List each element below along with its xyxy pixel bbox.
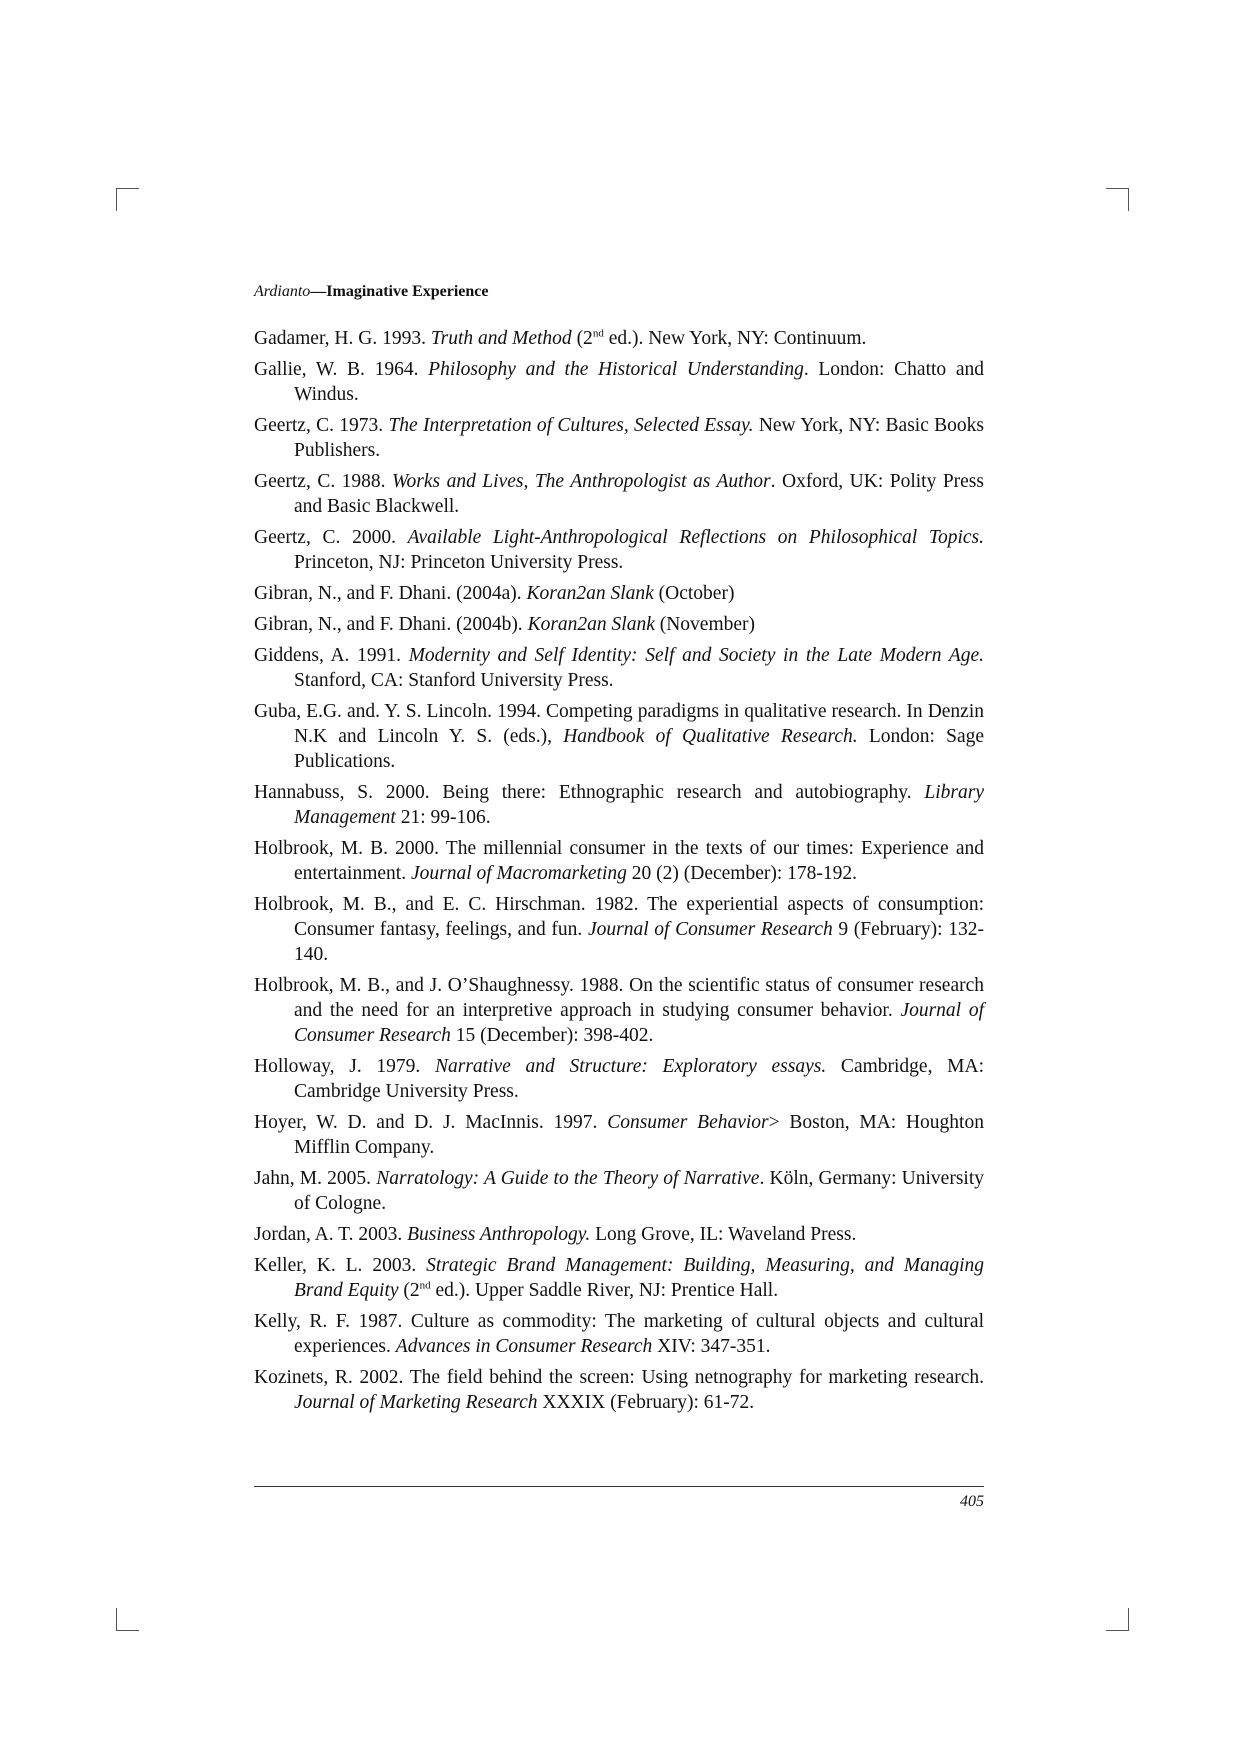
reference-text: (October) — [653, 583, 735, 604]
reference-entry — [254, 1110, 984, 1160]
crop-mark-top-left — [116, 188, 139, 211]
reference-text: XIV: 347-351. — [652, 1336, 771, 1357]
reference-text: (November) — [654, 614, 756, 635]
reference-text: New York, NY: Basic Books Publishers. — [294, 415, 984, 461]
reference-entry — [254, 836, 984, 886]
reference-text: Hannabuss, S. 2000. Being there: Ethnographic research and autobiography. — [254, 782, 925, 803]
reference-text: London: Sage Publications. — [294, 726, 984, 772]
reference-text: 20 (2) (December): 178-192. — [626, 863, 857, 884]
reference-text: Giddens, A. 1991. — [254, 645, 409, 666]
reference-entry — [254, 1309, 984, 1359]
reference-title: Library Management — [294, 782, 984, 828]
reference-text: . Oxford, UK: Polity Press and Basic Blackwell. — [294, 471, 984, 517]
reference-entry — [254, 525, 984, 575]
reference-entry — [254, 892, 984, 967]
reference-text: Guba, E.G. and. Y. S. Lincoln. 1994. Competing paradigms in qualitative research. In Denzin N.K and Lincoln Y. S. (eds.), — [254, 701, 984, 747]
reference-title: The Interpretation of Cultures, Selected Essay. — [388, 415, 754, 436]
reference-title: Available Light-Anthropological Reflections on Philosophical Topics. — [407, 527, 984, 548]
reference-text: Gibran, N., and F. Dhani. (2004a). — [254, 583, 527, 604]
reference-text: Geertz, C. 1988. — [254, 471, 393, 492]
footer-rule — [254, 1486, 984, 1487]
reference-entry — [254, 643, 984, 693]
running-head-separator: — — [310, 283, 327, 300]
reference-entry — [254, 1222, 984, 1247]
reference-text: (2 — [571, 328, 593, 349]
reference-text: > Boston, MA: Houghton Mifflin Company. — [294, 1112, 984, 1158]
reference-text: 21: 99-106. — [395, 807, 491, 828]
reference-text: Holloway, J. 1979. — [254, 1056, 435, 1077]
reference-text: Jordan, A. T. 2003. — [254, 1224, 408, 1245]
reference-text: Gibran, N., and F. Dhani. (2004b). — [254, 614, 528, 635]
reference-text: ed.). New York, NY: Continuum. — [603, 328, 867, 349]
page-number: 405 — [960, 1493, 984, 1510]
reference-text: Long Grove, IL: Waveland Press. — [590, 1224, 857, 1245]
reference-text: Holbrook, M. B., and J. O’Shaughnessy. 1988. On the scientific status of consumer research and the need for an interpretive approach in studying consumer behavior. — [254, 975, 984, 1021]
reference-title: Narratology: A Guide to the Theory of Narrative — [376, 1168, 760, 1189]
reference-title: Koran2an Slank — [527, 614, 655, 635]
reference-title: Consumer Behavior — [607, 1112, 769, 1133]
running-head-author: Ardianto — [254, 283, 311, 300]
reference-entry — [254, 469, 984, 519]
reference-text: Jahn, M. 2005. — [254, 1168, 377, 1189]
reference-entry — [254, 1365, 984, 1415]
reference-text: Princeton, NJ: Princeton University Press. — [294, 552, 624, 573]
reference-text: Gallie, W. B. 1964. — [254, 359, 429, 380]
reference-text: Keller, K. L. 2003. — [254, 1255, 427, 1276]
reference-text: Holbrook, M. B. 2000. The millennial consumer in the texts of our times: Experience and entertainment. — [254, 838, 984, 884]
reference-entry — [254, 973, 984, 1048]
running-head — [254, 283, 489, 301]
running-head-title: Imaginative Experience — [326, 283, 489, 300]
reference-entry — [254, 581, 984, 606]
reference-title: Philosophy and the Historical Understanding — [428, 359, 804, 380]
reference-entry — [254, 413, 984, 463]
reference-title: Journal of Marketing Research — [294, 1392, 538, 1413]
reference-text: . Köln, Germany: University of Cologne. — [294, 1168, 985, 1214]
reference-entry — [254, 1054, 984, 1104]
crop-mark-top-right — [1106, 188, 1129, 211]
reference-text: Stanford, CA: Stanford University Press. — [294, 670, 614, 691]
reference-entry — [254, 326, 984, 351]
reference-text: 15 (December): 398-402. — [450, 1025, 654, 1046]
reference-title: Truth and Method — [430, 328, 572, 349]
reference-title: Journal of Macromarketing — [410, 863, 627, 884]
reference-title: Koran2an Slank — [526, 583, 654, 604]
reference-title: Strategic Brand Management: Building, Measuring, and Managing Brand Equity — [294, 1255, 984, 1301]
crop-mark-bottom-left — [116, 1608, 139, 1631]
reference-entry — [254, 699, 984, 774]
reference-title: Handbook of Qualitative Research. — [563, 726, 858, 747]
reference-superscript: nd — [419, 1279, 431, 1292]
reference-text: Kelly, R. F. 1987. Culture as commodity: The marketing of cultural objects and cultural experiences. — [254, 1311, 984, 1357]
reference-entry — [254, 780, 984, 830]
reference-title: Business Anthropology. — [407, 1224, 591, 1245]
reference-title: Advances in Consumer Research — [395, 1336, 653, 1357]
reference-text: ed.). Upper Saddle River, NJ: Prentice Hall. — [430, 1280, 779, 1301]
reference-entry — [254, 357, 984, 407]
reference-text: 9 (February): 132-140. — [294, 919, 984, 965]
reference-text: Cambridge, MA: Cambridge University Press. — [294, 1056, 985, 1102]
crop-mark-bottom-right — [1106, 1608, 1129, 1631]
reference-list — [254, 326, 984, 1421]
reference-text: XXXIX (February): 61-72. — [537, 1392, 755, 1413]
reference-text: Hoyer, W. D. and D. J. MacInnis. 1997. — [254, 1112, 608, 1133]
reference-title: Narrative and Structure: Exploratory essays. — [435, 1056, 827, 1077]
reference-entry — [254, 612, 984, 637]
reference-text: Kozinets, R. 2002. The field behind the screen: Using netnography for marketing research. — [254, 1367, 984, 1388]
reference-title: Journal of Consumer Research — [587, 919, 833, 940]
reference-title: Modernity and Self Identity: Self and Society in the Late Modern Age. — [408, 645, 985, 666]
reference-superscript: nd — [592, 327, 604, 340]
reference-entry — [254, 1166, 984, 1216]
reference-title: Works and Lives, The Anthropologist as Author — [392, 471, 771, 492]
reference-title: Journal of Consumer Research — [294, 1000, 984, 1046]
reference-text: Holbrook, M. B., and E. C. Hirschman. 1982. The experiential aspects of consumption: Consumer fantasy, feelings, and fun. — [254, 894, 984, 940]
reference-text: (2 — [398, 1280, 420, 1301]
reference-text: Geertz, C. 2000. — [254, 527, 408, 548]
reference-text: Gadamer, H. G. 1993. — [254, 328, 431, 349]
reference-entry — [254, 1253, 984, 1303]
reference-text: . London: Chatto and Windus. — [294, 359, 984, 405]
reference-text: Geertz, C. 1973. — [254, 415, 389, 436]
